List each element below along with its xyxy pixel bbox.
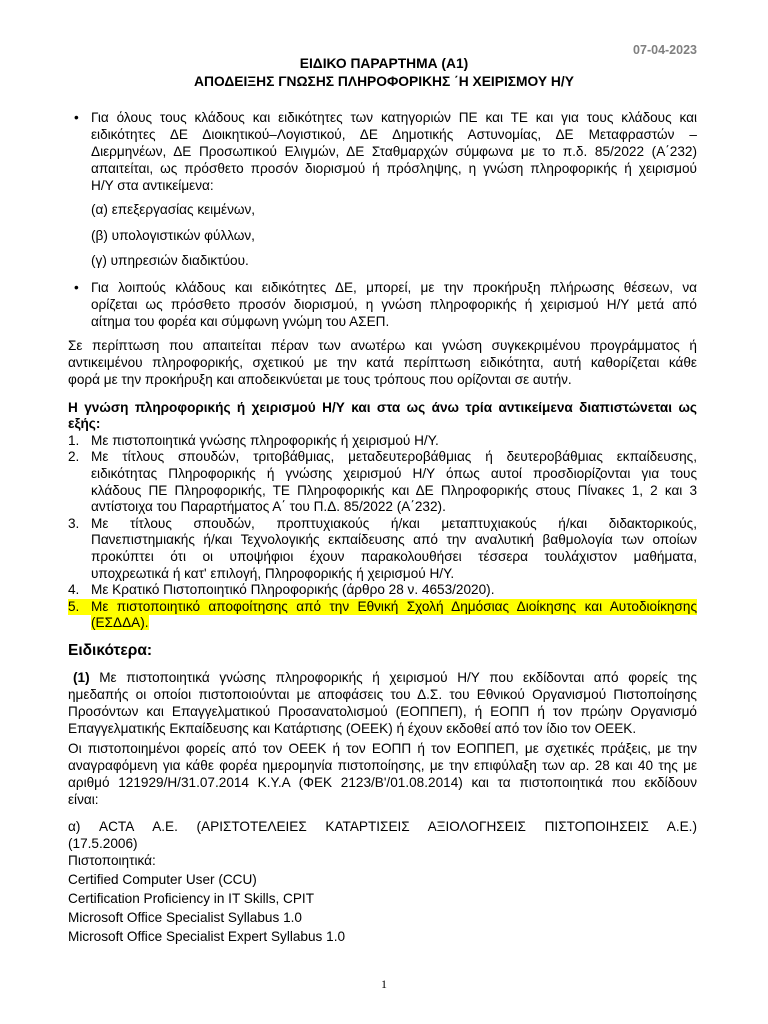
annex-title-line-1: ΕΙΔΙΚΟ ΠΑΡΑΡΤΗΜΑ (Α1) [299,56,469,71]
proof-method-item [68,433,697,450]
provider-acta [68,818,697,852]
annex-title [0,55,768,91]
paragraph-line: φορά με την προκήρυξη και αποδεικνύεται με τους τρόπους που ορίζονται σε αυτήν. [68,371,572,387]
provider-certificates [68,851,697,946]
paragraph-line: αίτημα του φορέα και σύμφωνη γνώμη του ΑΣΕΠ. [91,313,390,329]
subject-item-word-processing: (α) επεξεργασίας κειμένων, [91,201,256,217]
list-item-number: 2. [68,449,80,465]
proof-method-item-highlighted [68,599,697,632]
proof-method-item [68,449,697,515]
list-item-line: Με τίτλους σπουδών, τριτοβάθμιας, μεταδευτεροβάθμιας ή δευτεροβάθμιας εκπαίδευσης, [91,449,697,465]
list-item-number: 5. [68,598,80,614]
list-item-line: κλάδους ΠΕ Πληροφορικής, ΤΕ Πληροφορικής και ΔΕ Πληροφορικής στους Πίνακες 1, 2 και 3 [91,482,697,498]
proof-heading-line: Η γνώση πληροφορικής ή χειρισμού Η/Υ και στα ως άνω τρία αντικείμενα διαπιστώνεται ως [68,399,697,415]
list-item-number: 1. [68,432,80,448]
certificate-item: Microsoft Office Specialist Syllabus 1.0 [68,909,302,925]
paragraph-line: ειδικότητες ΔΕ Διοικητικού–Λογιστικού, ΔΕ Δημοτικής Αστυνομίας, ΔΕ Μεταφραστών – [91,126,697,142]
paragraph-line-text: Με πιστοποιητικά γνώσης πληροφορικής ή χειρισμού Η/Υ που εκδίδονται από φορείς της [99,669,698,685]
provider-name-line: α) ACTA Α.Ε. (ΑΡΙΣΤΟΤΕΛΕΙΕΣ ΚΑΤΑΡΤΙΣΕΙΣ ΑΞΙΟΛΟΓΗΣΕΙΣ ΠΙΣΤΟΠΟΙΗΣΕΙΣ Α.Ε.) [68,818,697,834]
note-paragraph [68,337,697,388]
proof-methods-section [68,400,697,632]
proof-heading-line: εξής: [68,416,101,432]
list-item-line: Με τίτλους σπουδών, προπτυχιακούς ή/και μεταπτυχιακούς ή/και διδακτορικούς, [91,515,697,531]
paragraph-line: Επαγγελματικής Εκπαίδευσης και Κατάρτισης (ΟΕΕΚ) ή έχουν εκδοθεί από τον ίδιο τον ΟΕΕΚ. [68,720,637,736]
list-item-line: προκύπτει ότι οι υποψήφιοι έχουν παρακολουθήσει τέσσερα τουλάχιστον μαθήματα, [91,549,697,565]
certificate-item: Microsoft Office Specialist Expert Syllabus 1.0 [68,928,346,944]
paragraph-line [68,669,697,686]
highlighted-text: (ΕΣΔΔΑ). [91,615,149,631]
paragraph-line: Διερμηνέων, ΔΕ Προσωπικού Ελιγμών, ΔΕ Σταθμαρχών σύμφωνα με το π.δ. 85/2022 (Α΄232) [91,143,697,159]
item-label: (1) [73,669,90,685]
list-item-number: 3. [68,515,80,531]
paragraph-line: απαιτείται, ως πρόσθετο προσόν διορισμού ή πρόσληψης, η γνώση πληροφορικής ή χειρισμού [91,160,697,176]
certificate-item: Certification Proficiency in IT Skills, CPIT [68,890,315,906]
certified-bodies-paragraph [68,740,697,808]
list-item-line: Με πιστοποιητικό αποφοίτησης από την Εθνική Σχολή Δημόσιας Διοίκησης και Αυτοδιοίκησης [91,598,697,614]
list-item-line: Πανεπιστημιακής ή/και Τεχνολογικής εκπαίδευσης από την αναλυτική βαθμολογία των οποίων [91,532,697,548]
paragraph-line: είναι: [68,791,99,807]
paragraph-line: Σε περίπτωση που απαιτείται πέραν των ανωτέρω και γνώση συγκεκριμένου προγράμματος ή [68,337,697,353]
bullet-marker: • [74,109,79,125]
page-number: 1 [381,977,387,991]
subject-item-internet-services: (γ) υπηρεσιών διαδικτύου. [91,252,249,268]
paragraph-line: Προσόντων και Επαγγελματικού Προσανατολισμού (ΕΟΠΠΕΠ), ή ΕΟΠΠ ή τον πρώην Οργανισμό [68,703,697,719]
annex-title-line-2: ΑΠΟΔΕΙΞΗΣ ΓΝΩΣΗΣ ΠΛΗΡΟΦΟΡΙΚΗΣ ΄Η ΧΕΙΡΙΣΜΟΥ Η/Υ [194,74,574,89]
proof-method-item [68,582,697,599]
list-item-number: 4. [68,582,80,598]
bullet-item-professions [68,109,697,194]
list-item-line: αντίστοιχα του Παραρτήματος Α΄ του Π.Δ. 85/2022 (Α΄232). [91,499,446,515]
bullet-marker: • [74,279,79,295]
bullet-item-other-professions [68,279,697,330]
document-date: 07-04-2023 [633,43,697,57]
certificates-label: Πιστοποιητικά: [68,852,156,868]
provider-date-line: (17.5.2006) [68,835,138,851]
paragraph-line: ορίζεται ως πρόσθετο προσόν διορισμού, η γνώση πληροφορικής ή χειρισμού Η/Υ μετά από [91,296,697,312]
specifics-heading: Ειδικότερα: [68,642,153,659]
paragraph-line: Για λοιπούς κλάδους και ειδικότητες ΔΕ, μπορεί, με την προκήρυξη πλήρωσης θέσεων, να [91,279,697,295]
paragraph-line: αντικειμένου πληροφορικής, σχετικού με την κατά περίπτωση ειδικότητα, αυτή καθορίζεται κάθε [68,354,697,370]
paragraph-line: Οι πιστοποιημένοι φορείς από τον ΟΕΕΚ ή τον ΕΟΠΠ ή τον ΕΟΠΠΕΠ, με σχετικές πράξεις, με την [68,740,697,756]
proof-method-item [68,516,697,582]
paragraph-line: Για όλους τους κλάδους και ειδικότητες των κατηγοριών ΠΕ και ΤΕ και για τους κλάδους και [91,109,697,125]
paragraph-line: ημεδαπής οι οποίοι πιστοποιούνται με αποφάσεις του Δ.Σ. του Εθνικού Οργανισμού Πιστοποίησης [68,686,697,702]
list-item-line [68,615,697,632]
subject-item-spreadsheets: (β) υπολογιστικών φύλλων, [91,227,255,243]
certificate-item: Certified Computer User (CCU) [68,871,257,887]
paragraph-line: αναγραφόμενη για κάθε φορέα ημερομηνία πιστοποίησης, με την επιφύλαξη των αρ. 28 και 40 της με [68,757,697,773]
paragraph-line: Η/Υ στα αντικείμενα: [91,177,214,193]
paragraph-line: αριθμό 121929/Η/31.07.2014 Κ.Υ.Α (ΦΕΚ 2123/Β'/01.08.2014) και τα πιστοποιητικά που εκδίδουν [68,774,697,790]
specifics-item-1 [68,669,697,737]
list-item-line: Με Κρατικό Πιστοποιητικό Πληροφορικής (άρθρο 28 ν. 4653/2020). [91,582,495,598]
highlighted-line [68,599,697,616]
list-item-line: Με πιστοποιητικά γνώσης πληροφορικής ή χειρισμού Η/Υ. [91,432,439,448]
list-item-line: ειδικότητας Πληροφορικής ή γνώσης χειρισμού Η/Υ όπως αυτοί προσδιορίζονται για τους [91,466,697,482]
list-item-line: υποχρεωτικά ή κατ' επιλογή, Πληροφορικής ή χειρισμού Η/Υ. [91,565,455,581]
